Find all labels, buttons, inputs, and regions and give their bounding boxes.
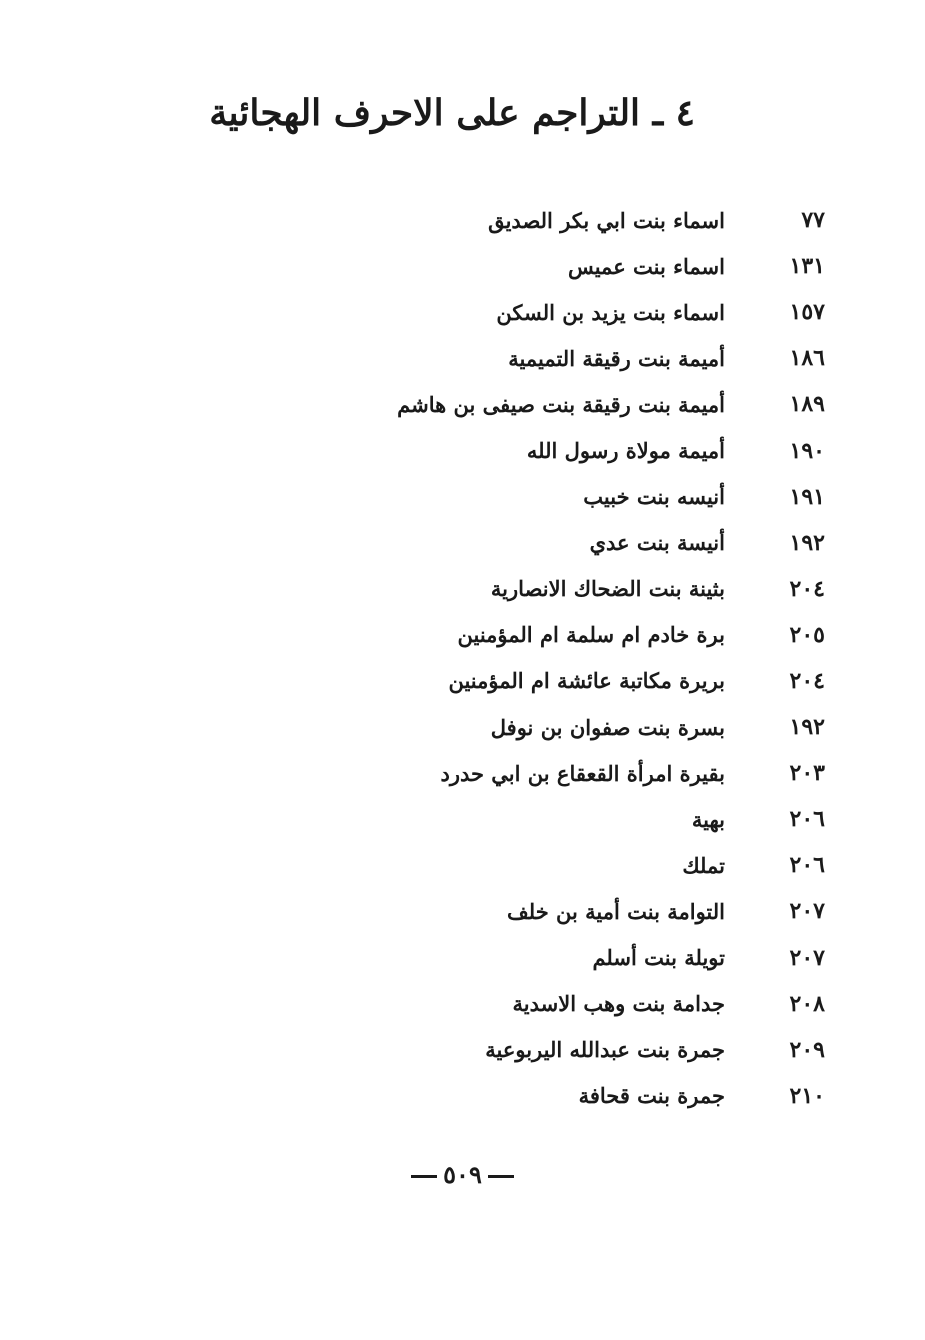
toc-entry-name: اسماء بنت يزيد بن السكن [496, 299, 725, 325]
toc-page-number: ٢٠٧ [789, 944, 825, 971]
toc-page-number: ١٩٢ [789, 529, 825, 556]
toc-entry [265, 842, 825, 888]
toc-entry [265, 427, 825, 473]
toc-entry [265, 520, 825, 566]
toc-entry-name: أميمة بنت رقيقة بنت صيفى بن هاشم [397, 391, 725, 417]
toc-entry [265, 197, 825, 243]
toc-page-number: ٢٠٦ [789, 806, 825, 833]
toc-entry [265, 750, 825, 796]
toc-page-number: ١٩٢ [789, 714, 825, 741]
toc-entry-name: بسرة بنت صفوان بن نوفل [490, 714, 725, 740]
toc-entry-name: تملك [682, 852, 725, 878]
toc-entry-name: أميمة بنت رقيقة التميمية [508, 345, 725, 371]
toc-entry [265, 658, 825, 704]
toc-entry-name: اسماء بنت عميس [567, 253, 725, 279]
toc-entry-name: جمرة بنت عبدالله اليربوعية [485, 1037, 725, 1063]
toc-entry-name: بريرة مكاتبة عائشة ام المؤمنين [448, 668, 725, 694]
toc-entry [265, 566, 825, 612]
toc-page-number: ١٣١ [789, 253, 825, 280]
toc-page-number: ١٨٩ [789, 391, 825, 418]
toc-entry-name: جمرة بنت قحافة [578, 1083, 725, 1109]
toc-page-number: ٢٠٧ [789, 898, 825, 925]
toc-entry-name: جدامة بنت وهب الاسدية [512, 991, 725, 1017]
toc-entry-name: التوامة بنت أمية بن خلف [507, 898, 725, 924]
toc-entry [265, 243, 825, 289]
toc-page-number: ٢٠٤ [789, 667, 825, 694]
toc-page-number: ٧٧ [801, 207, 825, 234]
toc-entry [265, 796, 825, 842]
toc-page-number: ٢٠٩ [789, 1036, 825, 1063]
toc-entry-name: بثينة بنت الضحاك الانصارية [490, 576, 725, 602]
toc-entry-name: برة خادم ام سلمة ام المؤمنين [457, 622, 725, 648]
toc-page-number: ١٨٦ [789, 345, 825, 372]
toc-page-number: ٢٠٦ [789, 852, 825, 879]
toc-entry [265, 981, 825, 1027]
toc-entry-name: بهية [691, 806, 725, 832]
toc-page-number: ٢٠٤ [789, 575, 825, 602]
toc-page-number: ٢١٠ [789, 1082, 825, 1109]
toc-entry [265, 704, 825, 750]
toc-entry [265, 1073, 825, 1119]
table-of-contents [265, 197, 825, 1119]
toc-entry-name: تويلة بنت أسلم [592, 945, 725, 971]
toc-entry [265, 1027, 825, 1073]
toc-page-number: ١٥٧ [789, 299, 825, 326]
toc-page-number: ٢٠٨ [789, 990, 825, 1017]
toc-entry [265, 612, 825, 658]
toc-page-number: ٢٠٣ [789, 760, 825, 787]
page-footer [0, 1160, 925, 1189]
dash-divider [411, 1175, 437, 1178]
toc-entry-name: أميمة مولاة رسول الله [526, 438, 725, 464]
toc-entry [265, 289, 825, 335]
toc-page-number: ١٩١ [789, 483, 825, 510]
toc-entry-name: بقيرة امرأة القعقاع بن ابي حدرد [440, 760, 725, 786]
toc-entry-name: اسماء بنت ابي بكر الصديق [488, 207, 725, 233]
page-number: ٥٠٩ [443, 1160, 482, 1189]
toc-entry-name: أنيسة بنت عدي [589, 530, 725, 556]
toc-entry [265, 381, 825, 427]
dash-divider [488, 1175, 514, 1178]
toc-entry [265, 888, 825, 934]
toc-entry [265, 335, 825, 381]
toc-entry [265, 474, 825, 520]
toc-entry [265, 935, 825, 981]
toc-page-number: ٢٠٥ [789, 621, 825, 648]
toc-entry-name: أنيسه بنت خبيب [583, 484, 725, 510]
toc-page-number: ١٩٠ [789, 437, 825, 464]
page-title: ٤ ـ التراجم على الاحرف الهجائية [209, 92, 695, 134]
